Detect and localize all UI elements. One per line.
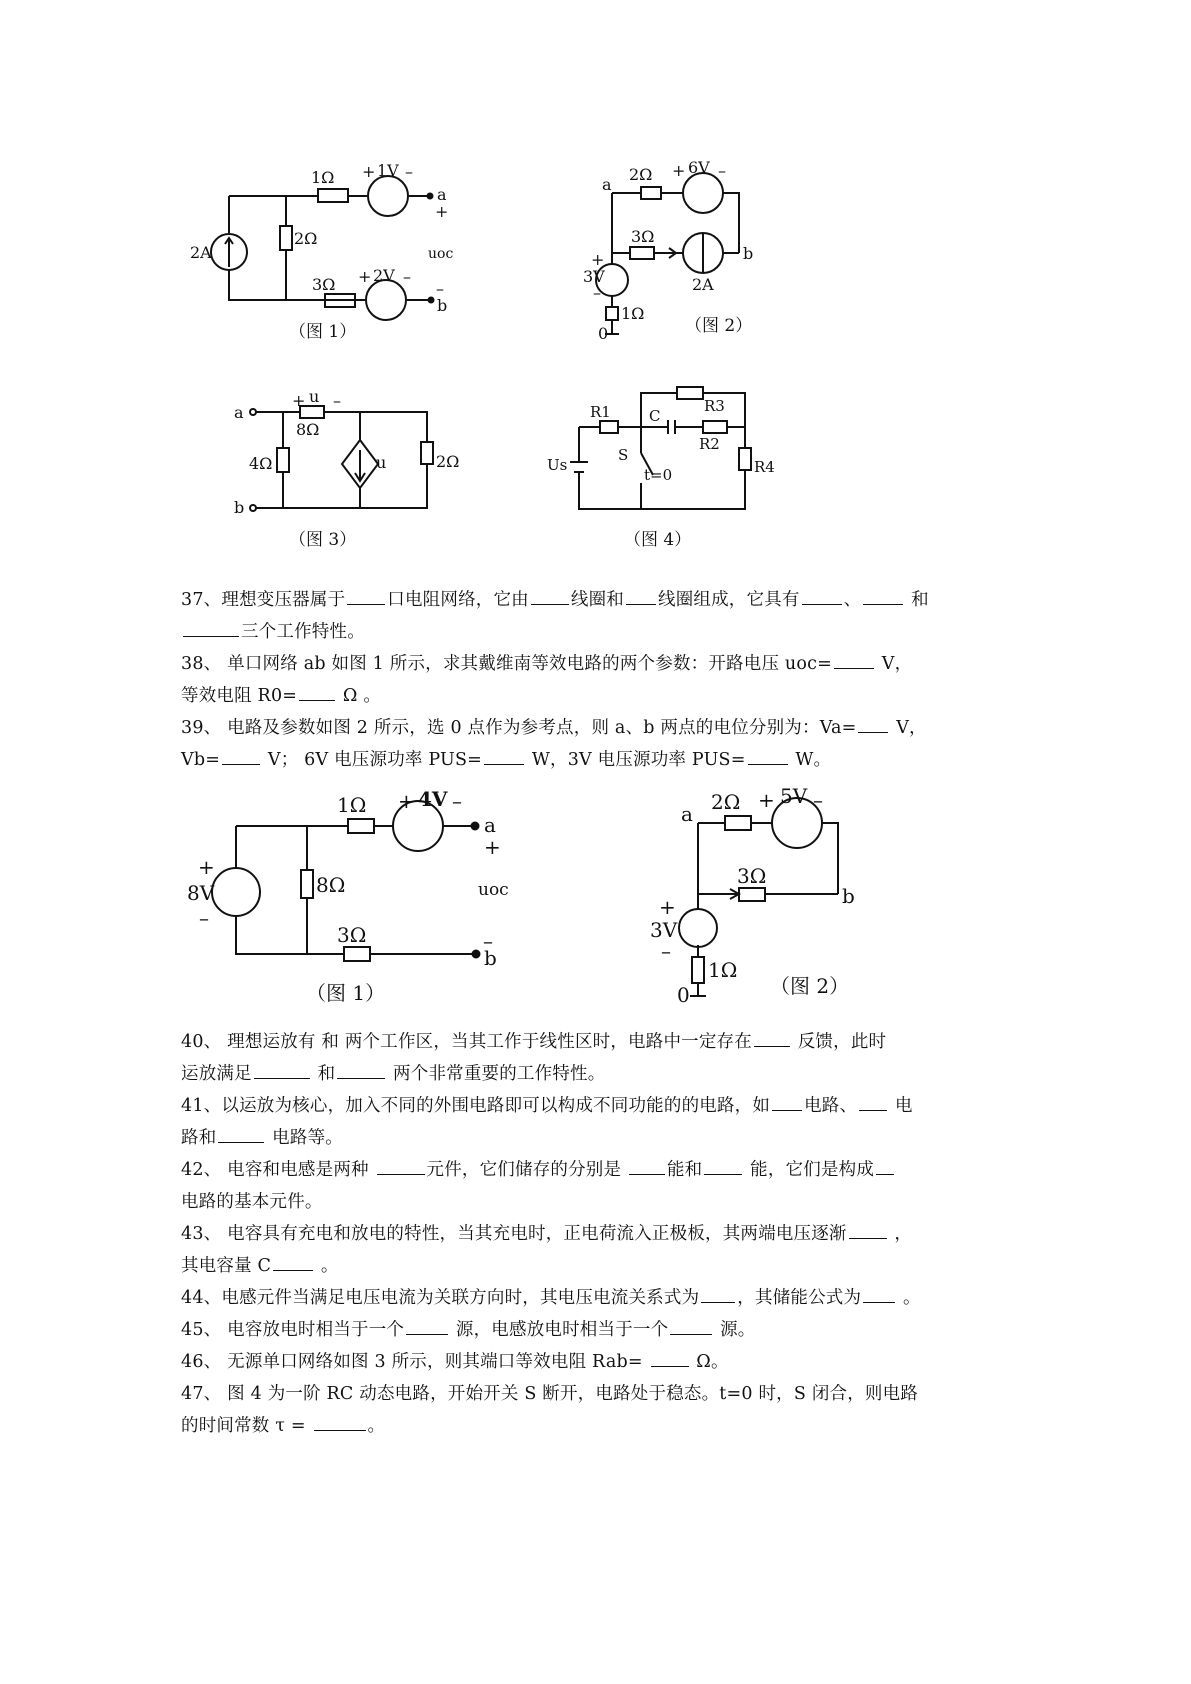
label-r2: 2Ω bbox=[436, 452, 460, 471]
label-r3: R3 bbox=[704, 397, 725, 415]
label-r2: 2Ω bbox=[629, 165, 653, 184]
label-t0: t=0 bbox=[644, 466, 673, 484]
caption-fig-1-mid: （图 1） bbox=[306, 981, 386, 1005]
label-v2: 2V bbox=[373, 266, 395, 285]
label-v5: 5V bbox=[780, 784, 808, 808]
resistor-1-ohm bbox=[606, 307, 618, 320]
label-v3: 3V bbox=[650, 918, 678, 942]
caption-fig-4-top: （图 4） bbox=[624, 530, 692, 550]
label-i-src: 2A bbox=[190, 243, 212, 262]
label-c: C bbox=[649, 407, 661, 425]
voltage-source-2v bbox=[366, 280, 406, 320]
label-u: u bbox=[309, 387, 320, 406]
voltage-source-3v bbox=[679, 909, 717, 947]
resistor-1-ohm bbox=[692, 957, 704, 983]
question-38: 38、 单口网络 ab 如图 1 所示，求其戴维南等效电路的两个参数：开路电压 uoc= V， 等效电阻 R0= Ω 。 bbox=[181, 648, 1021, 712]
label-r4: R4 bbox=[754, 458, 775, 476]
resistor-2-ohm bbox=[280, 226, 292, 250]
label-dep: u bbox=[376, 453, 387, 472]
resistor-2-ohm bbox=[725, 816, 751, 830]
label-u-minus: – bbox=[333, 391, 341, 410]
resistor-1-ohm bbox=[348, 819, 374, 833]
label-minus-b: – bbox=[436, 279, 444, 298]
caption-fig-2-top: （图 2） bbox=[685, 316, 753, 336]
label-us: Us bbox=[547, 456, 568, 474]
label-v1-minus: – bbox=[405, 162, 413, 181]
resistor-r3 bbox=[677, 387, 703, 399]
circuit-figure-4-top bbox=[547, 387, 775, 550]
capacitor-c bbox=[668, 420, 675, 434]
question-43: 43、 电容具有充电和放电的特性，当其充电时，正电荷流入正极板，其两端电压逐渐 ， 其电容量 C 。 bbox=[181, 1218, 1021, 1282]
label-v3: 3V bbox=[583, 267, 605, 286]
caption-fig-2-mid: （图 2） bbox=[770, 974, 850, 998]
label-v8-minus: – bbox=[199, 906, 209, 930]
label-r1: 1Ω bbox=[621, 304, 645, 323]
question-47: 47、 图 4 为一阶 RC 动态电路，开始开关 S 断开，电路处于稳态。t=0 时，S 闭合，则电路 的时间常数 τ = 。 bbox=[181, 1384, 919, 1436]
label-plus-a: + bbox=[435, 202, 449, 221]
question-37: 37、理想变压器属于 口电阻网络，它由 线圈和 线圈组成，它具有 、 和 三个工作特性。 bbox=[181, 584, 1021, 648]
label-node-b: b bbox=[234, 498, 245, 517]
caption-fig-1-top: （图 1） bbox=[289, 322, 357, 342]
question-45: 45、 电容放电时相当于一个 源，电感放电时相当于一个 源。 bbox=[181, 1314, 1021, 1346]
resistor-r4 bbox=[739, 448, 751, 470]
circuit-figure-1-top bbox=[190, 161, 453, 342]
label-v4: 4V bbox=[418, 787, 448, 811]
label-r1: 1Ω bbox=[337, 793, 367, 817]
label-v8-plus: + bbox=[198, 855, 215, 879]
label-r3: 3Ω bbox=[631, 227, 655, 246]
voltage-source-5v bbox=[772, 798, 822, 848]
label-r3: 3Ω bbox=[312, 275, 336, 294]
label-node-b: b bbox=[484, 946, 497, 970]
resistor-3-ohm bbox=[739, 888, 765, 901]
circuit-figure-2-top bbox=[583, 158, 753, 343]
battery-us bbox=[570, 462, 588, 472]
label-r2: 2Ω bbox=[711, 790, 741, 814]
label-r3: 3Ω bbox=[337, 923, 367, 947]
label-r1: 1Ω bbox=[311, 168, 335, 187]
label-v3-plus: + bbox=[659, 895, 676, 919]
voltage-source-8v bbox=[212, 868, 260, 916]
label-i-src: 2A bbox=[692, 275, 714, 294]
label-v6-minus: – bbox=[718, 161, 726, 180]
label-node-b: b bbox=[842, 884, 855, 908]
caption-fig-3-top: （图 3） bbox=[289, 530, 357, 550]
question-44: 44、电感元件当满足电压电流为关联方向时，其电压电流关系式为 ，其储能公式为 。 bbox=[181, 1282, 1021, 1314]
question-46: 46、 无源单口网络如图 3 所示，则其端口等效电阻 Rab= Ω。 bbox=[181, 1346, 1021, 1378]
label-v5-plus: + bbox=[758, 788, 775, 812]
label-v3-plus: + bbox=[591, 250, 605, 269]
resistor-2-ohm bbox=[421, 442, 433, 464]
label-r3: 3Ω bbox=[737, 864, 767, 888]
label-plus-a: + bbox=[484, 835, 501, 859]
label-r8: 8Ω bbox=[316, 873, 346, 897]
label-v1: 1V bbox=[377, 161, 399, 180]
question-42: 42、 电容和电感是两种 元件，它们储存的分别是 能和 能，它们是构成 电路的基本元件。 bbox=[181, 1154, 1021, 1218]
label-node-a: a bbox=[437, 185, 447, 204]
question-39: 39、 电路及参数如图 2 所示，选 0 点作为参考点，则 a、b 两点的电位分别为：Va= V， Vb= V； 6V 电压源功率 PUS= W，3V 电压源功率 PUS= W。 bbox=[181, 712, 1021, 776]
label-node-b: b bbox=[437, 296, 448, 315]
resistor-r2 bbox=[703, 421, 727, 433]
label-v3-minus: – bbox=[661, 939, 671, 963]
label-r2: R2 bbox=[699, 435, 720, 453]
circuit-figure-2-mid bbox=[650, 784, 855, 1007]
label-v2-plus: + bbox=[358, 267, 372, 286]
label-r4: 4Ω bbox=[249, 454, 273, 473]
question-40: 40、 理想运放有 和 两个工作区，当其工作于线性区时，电路中一定存在 反馈，此时 运放满足 和 两个非常重要的工作特性。 bbox=[181, 1026, 1021, 1090]
resistor-1-ohm bbox=[318, 189, 348, 202]
label-r1: 1Ω bbox=[708, 958, 738, 982]
label-v2-minus: – bbox=[403, 267, 411, 286]
label-u-plus: + bbox=[292, 391, 306, 410]
label-v4-plus: + bbox=[398, 789, 415, 813]
label-v3-minus: – bbox=[593, 283, 601, 302]
top-figures bbox=[0, 0, 1191, 600]
label-v8: 8V bbox=[187, 881, 215, 905]
label-v6: 6V bbox=[688, 158, 710, 177]
question-41: 41、以运放为核心，加入不同的外围电路即可以构成不同功能的的电路，如 电路、 电 路和 电路等。 bbox=[181, 1090, 1021, 1154]
circuit-figure-3-top bbox=[234, 387, 459, 550]
label-v1-plus: + bbox=[362, 162, 376, 181]
label-node-0: 0 bbox=[598, 324, 609, 343]
label-uoc: uoc bbox=[428, 246, 454, 262]
label-node-b: b bbox=[743, 244, 754, 263]
label-r1: R1 bbox=[590, 403, 611, 421]
resistor-2-ohm bbox=[641, 187, 661, 199]
label-v5-minus: – bbox=[813, 788, 823, 812]
label-r2: 2Ω bbox=[294, 229, 318, 248]
label-s: S bbox=[618, 446, 629, 464]
label-node-a: a bbox=[602, 175, 612, 194]
voltage-source-1v bbox=[368, 176, 408, 216]
label-minus-b: – bbox=[483, 929, 493, 953]
voltage-source-6v bbox=[683, 173, 723, 213]
label-node-0: 0 bbox=[677, 983, 690, 1007]
label-r8: 8Ω bbox=[296, 420, 320, 439]
label-node-a: a bbox=[681, 802, 693, 826]
label-v4-minus: – bbox=[452, 789, 462, 813]
circuit-figure-1-mid bbox=[187, 787, 509, 1005]
resistor-3-ohm bbox=[344, 947, 370, 961]
resistor-4-ohm bbox=[277, 448, 289, 472]
resistor-3-ohm bbox=[630, 247, 654, 259]
resistor-8-ohm bbox=[301, 870, 313, 898]
voltage-source-4v bbox=[393, 801, 443, 851]
label-v6-plus: + bbox=[672, 161, 686, 180]
label-uoc: uoc bbox=[478, 880, 509, 900]
label-node-a: a bbox=[234, 403, 244, 422]
resistor-r1 bbox=[600, 421, 618, 433]
label-node-a: a bbox=[484, 813, 496, 837]
